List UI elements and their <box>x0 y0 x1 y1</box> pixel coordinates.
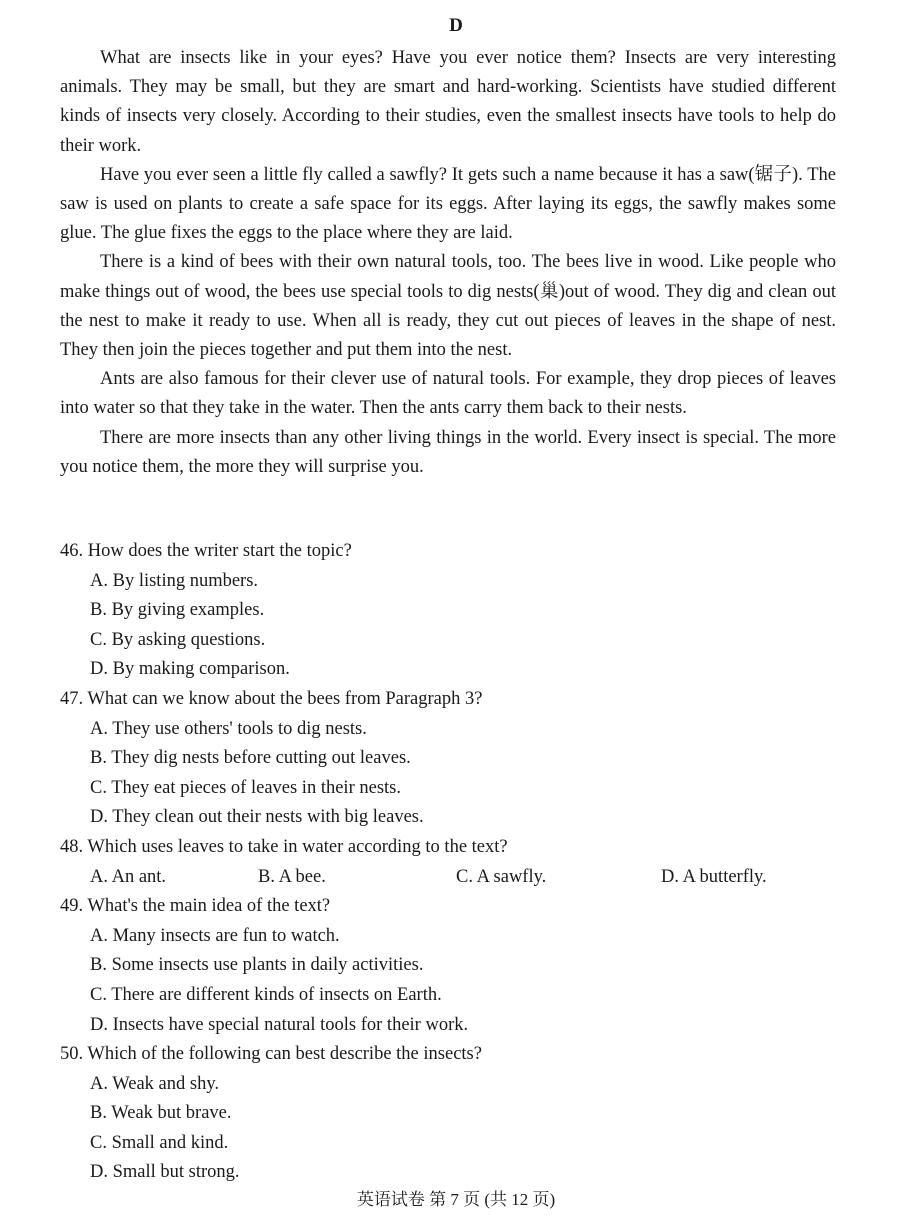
question-stem: 49. What's the main idea of the text? <box>60 896 331 917</box>
option-list <box>60 567 860 685</box>
option-a: A. They use others' tools to dig nests. <box>90 718 367 739</box>
option-a: A. Many insects are fun to watch. <box>90 925 340 946</box>
question-49 <box>60 892 860 1040</box>
option-c: C. Small and kind. <box>90 1132 229 1153</box>
question-46 <box>60 537 860 685</box>
question-50 <box>60 1040 860 1188</box>
passage-paragraph-3: There is a kind of bees with their own natural tools, too. The bees live in wood. Like people who make things out of wood, the bees use special tools to dig nests(巢)out of wood. They dig and clean out the nest to make it ready to use. When all is ready, they cut out pieces of leaves in the shape of nest. They then join the pieces together and put them into the nest. <box>60 252 836 361</box>
option-list <box>60 863 860 893</box>
passage-paragraph-2: Have you ever seen a little fly called a sawfly? It gets such a name because it has a saw(锯子). The saw is used on plants to create a safe space for its eggs. After laying its eggs, the sawfly makes some glue. The glue fixes the eggs to the place where they are laid. <box>60 164 836 244</box>
option-b: B. By giving examples. <box>90 600 265 621</box>
question-stem: 50. Which of the following can best describe the insects? <box>60 1044 482 1065</box>
section-title: D <box>449 15 463 36</box>
question-47 <box>60 685 860 833</box>
option-c: C. They eat pieces of leaves in their nests. <box>90 777 401 798</box>
option-list <box>60 922 860 1040</box>
passage-paragraph-1: What are insects like in your eyes? Have you ever notice them? Insects are very interesting animals. They may be small, but they are smart and hard-working. Scientists have studied different kinds of insects very closely. According to their studies, even the smallest insects have tools to help do their work. <box>60 48 836 156</box>
option-d: D. Insects have special natural tools for their work. <box>90 1014 469 1035</box>
passage-paragraph-5: There are more insects than any other living things in the world. Every insect is special. The more you notice them, the more they will surprise you. <box>60 427 836 477</box>
option-b: B. They dig nests before cutting out leaves. <box>90 748 411 769</box>
option-a: A. An ant. <box>90 866 167 887</box>
question-stem: 47. What can we know about the bees from Paragraph 3? <box>60 688 483 709</box>
option-b: B. A bee. <box>258 866 326 887</box>
reading-passage <box>60 44 836 482</box>
option-list <box>60 1070 860 1188</box>
passage-paragraph-4: Ants are also famous for their clever use of natural tools. For example, they drop pieces of leaves into water so that they take in the water. Then the ants carry them back to their nests. <box>60 369 836 419</box>
option-c: C. A sawfly. <box>456 866 547 887</box>
option-a: A. Weak and shy. <box>90 1073 220 1094</box>
question-list <box>60 537 860 1188</box>
question-stem: 48. Which uses leaves to take in water according to the text? <box>60 836 508 857</box>
question-stem: 46. How does the writer start the topic? <box>60 541 352 561</box>
option-b: B. Some insects use plants in daily activities. <box>90 955 424 976</box>
question-48 <box>60 833 860 892</box>
option-a: A. By listing numbers. <box>90 570 259 591</box>
option-d: D. Small but strong. <box>90 1162 240 1183</box>
option-c: C. There are different kinds of insects on Earth. <box>90 984 442 1005</box>
option-d: D. A butterfly. <box>661 866 767 887</box>
option-d: D. They clean out their nests with big leaves. <box>90 807 424 828</box>
page-footer: 英语试卷 第 7 页 (共 12 页) <box>356 1190 556 1209</box>
option-list <box>60 715 860 833</box>
option-c: C. By asking questions. <box>90 629 266 650</box>
option-b: B. Weak but brave. <box>90 1103 232 1124</box>
option-d: D. By making comparison. <box>90 659 290 680</box>
